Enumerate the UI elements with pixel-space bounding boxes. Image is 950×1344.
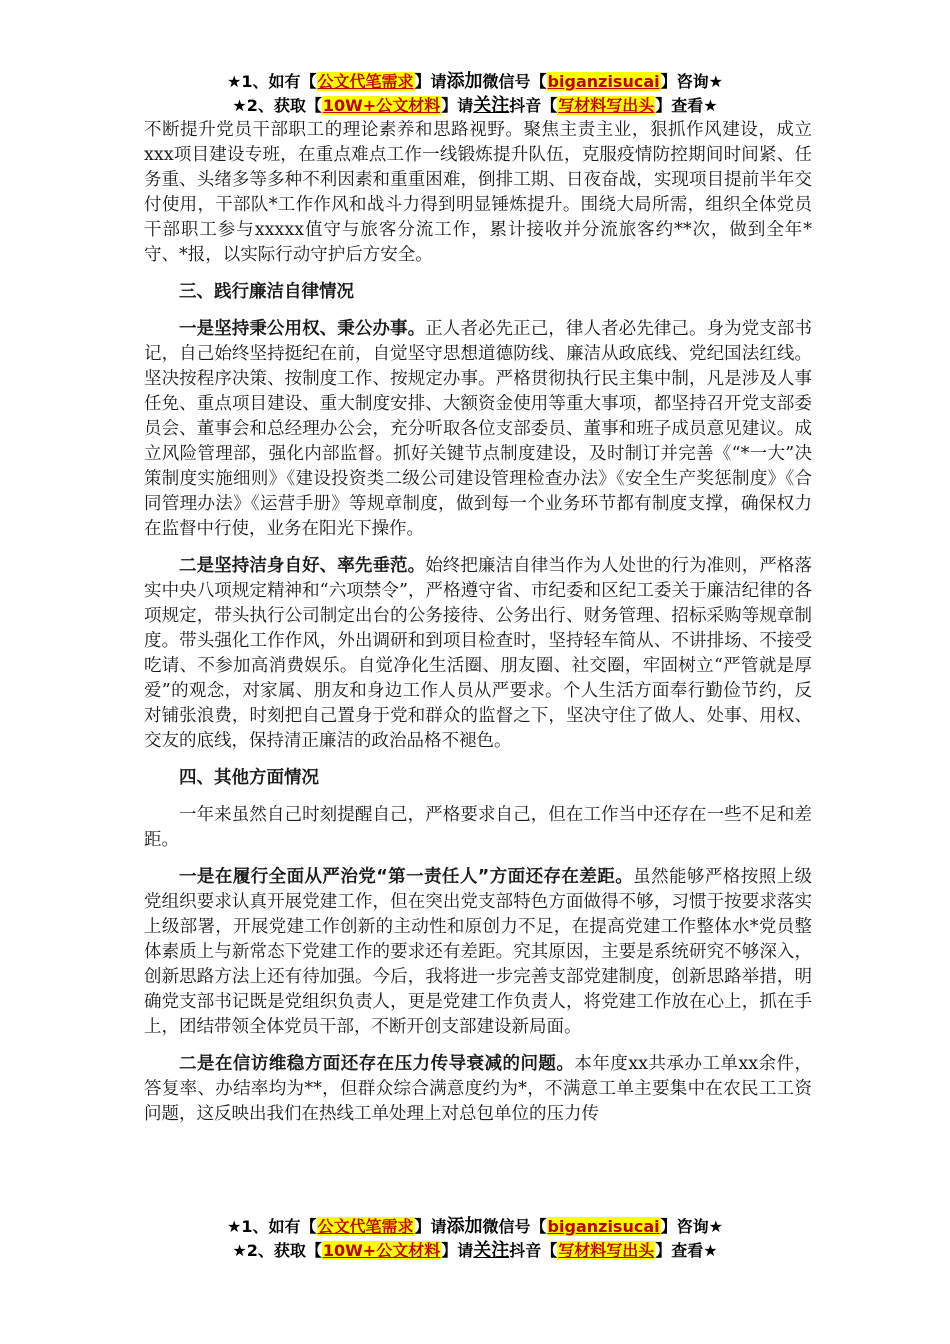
star-icon: ★ [232,96,247,115]
paragraph-lead: 一是坚持秉公用权、秉公办事。 [179,319,426,339]
paragraph-other-intro: 一年来虽然自己时刻提醒自己，严格要求自己，但在工作当中还存在一些不足和差距。 [144,805,812,850]
highlight-wechat-id: biganzisucai [547,1217,660,1236]
bottom-banner [0,1215,950,1263]
paragraph-lead: 二是在信访维稳方面还存在压力传导衰减的问题。 [179,1054,575,1074]
star-icon: ★ [232,1241,247,1260]
paragraph-lead: 二是坚持洁身自好、率先垂范。 [179,556,426,576]
paragraph-continuation: 不断提升党员干部职工的理论素养和思路视野。聚焦主责主业，狠抓作风建设，成立xxx项目建设专班，在重点难点工作一线锻炼提升队伍，克服疫情防控期间时间紧、任务重、头绪多等多种不利因素和重重困难，倒排工期、日夜奋战，实现项目提前半年交付使用，干部队*工作作风和战斗力得到明显锤炼提升。围绕大局所需，组织全体党员干部职工参与xxxxx值守与旅客分流工作，累计接收并分流旅客约**次，做到全年*守、*报，以实际行动守护后方安全。 [144,120,812,265]
document-body [144,118,812,1127]
star-icon: ★ [227,1217,242,1236]
paragraph-integrity-1: 一是坚持秉公用权、秉公办事。正人者必先正己，律人者必先律己。身为党支部书记，自己始终坚持挺纪在前，自觉坚守思想道德防线、廉洁从政底线、党纪国法红线。坚决按程序决策、按制度工作、按规定办事。严格贯彻执行民主集中制，凡是涉及人事任免、重点项目建设、重大制度安排、大额资金使用等重大事项，都坚持召开党支部委员会、董事会和总经理办公会，充分听取各位支部委员、董事和班子成员意见建议。成立风险管理部，强化内部监督。抓好关键节点制度建设，及时制订并完善《“*一大”决策制度实施细则》《建设投资类二级公司建设管理检查办法》《安全生产奖惩制度》《合同管理办法》《运营手册》等规章制度，做到每一个业务环节都有制度支撑，确保权力在监督中行使，业务在阳光下操作。 [144,319,813,539]
section-heading-3: 三、践行廉洁自律情况 [179,282,354,302]
paragraph-integrity-2: 二是坚持洁身自好、率先垂范。始终把廉洁自律当作为人处世的行为准则，严格落实中央八项规定精神和“六项禁令”，严格遵守省、市纪委和区纪工委关于廉洁纪律的各项规定，带头执行公司制定出台的公务接待、公务出行、财务管理、招标采购等规章制度。带头强化工作作风，外出调研和到项目检查时，坚持轻车简从、不讲排场、不接受吃请、不参加高消费娱乐。自觉净化生活圈、朋友圈、社交圈，牢固树立“严管就是厚爱”的观念，对家属、朋友和身边工作人员从严要求。个人生活方面奉行勤俭节约，反对铺张浪费，时刻把自己置身于党和群众的监督之下，坚决守住了做人、处事、用权、交友的底线，保持清正廉洁的政治品格不褪色。 [144,556,813,751]
highlight-materials: 10W+公文材料 [322,96,441,115]
star-icon: ★ [227,72,242,91]
highlight-ghostwriting: 公文代笔需求 [317,1217,414,1236]
section-heading-4: 四、其他方面情况 [179,768,319,788]
highlight-douyin-account: 写材料写出头 [558,1241,655,1260]
paragraph-gap-1: 一是在履行全面从严治党“第一责任人”方面还存在差距。虽然能够严格按照上级党组织要求认真开展党建工作，但在突出党支部特色方面做得不够，习惯于按要求落实上级部署，开展党建工作创新的主动性和原创力不足，在提高党建工作整体水*党员整体素质上与新常态下党建工作的要求还有差距。究其原因，主要是系统研究不够深入，创新思路方法上还有待加强。今后，我将进一步完善支部党建制度，创新思路举措，明确党支部书记既是党组织负责人，更是党建工作负责人，将党建工作放在心上，抓在手上，团结带领全体党员干部，不断开创支部建设新局面。 [144,867,812,1037]
banner-line-1: ★1、如有【公文代笔需求】请添加微信号【biganzisucai】咨询★ [227,71,723,92]
banner-line-2: ★2、获取【10W+公文材料】请关注抖音【写材料写出头】查看★ [232,1240,718,1261]
highlight-douyin-account: 写材料写出头 [558,96,655,115]
highlight-ghostwriting: 公文代笔需求 [317,72,414,91]
banner-line-1: ★1、如有【公文代笔需求】请添加微信号【biganzisucai】咨询★ [227,1216,723,1237]
highlight-materials: 10W+公文材料 [322,1241,441,1260]
top-banner [0,70,950,118]
banner-line-2: ★2、获取【10W+公文材料】请关注抖音【写材料写出头】查看★ [232,95,718,116]
paragraph-gap-2: 二是在信访维稳方面还存在压力传导衰减的问题。本年度xx共承办工单xx余件，答复率、办结率均为**，但群众综合满意度约为*，不满意工单主要集中在农民工工资问题，这反映出我们在热线工单处理上对总包单位的压力传 [144,1054,813,1124]
paragraph-lead: 一是在履行全面从严治党“第一责任人”方面还存在差距。 [179,867,634,887]
highlight-wechat-id: biganzisucai [547,72,660,91]
